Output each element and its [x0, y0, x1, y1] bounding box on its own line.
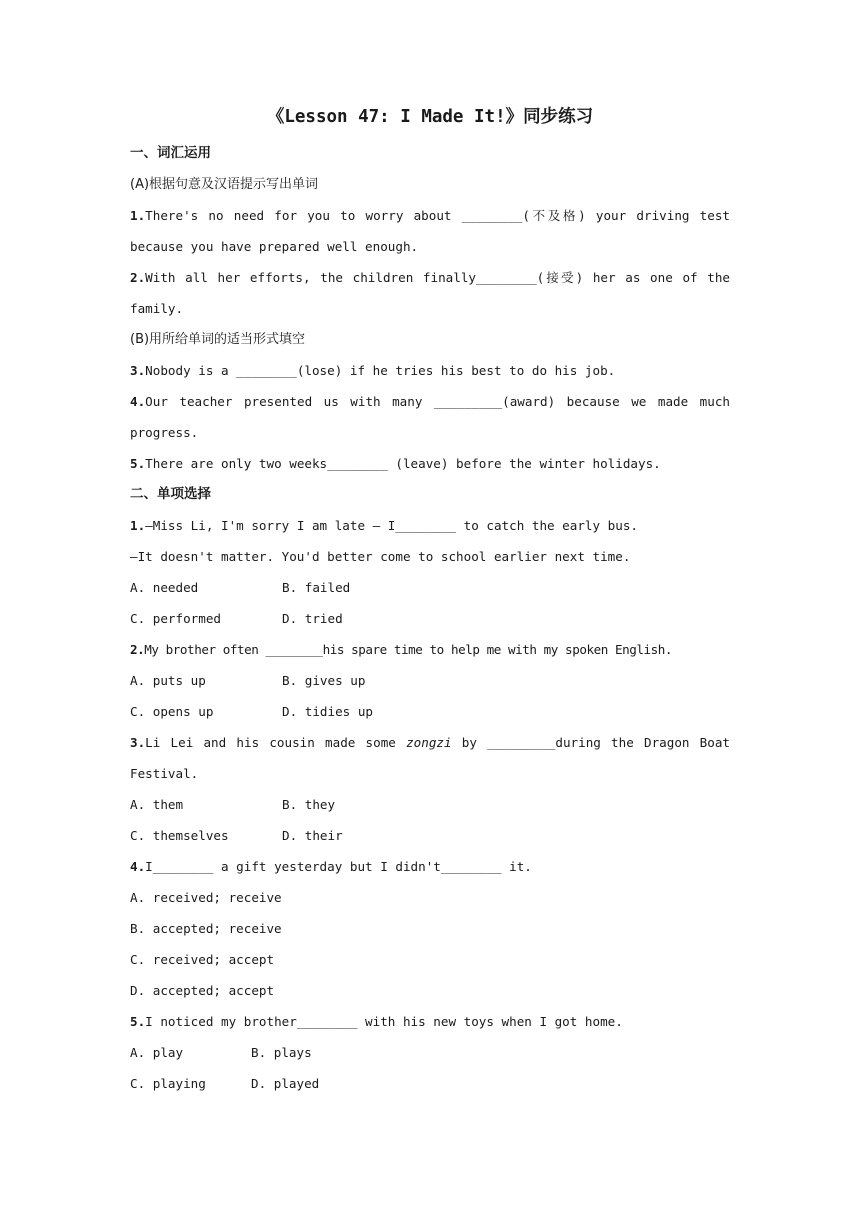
- mc-question-2-line-1: [130, 634, 730, 665]
- question-text: With all her efforts, the children finally________(接受) her as one of the: [145, 270, 730, 285]
- vocab-question-1-line-1: [130, 200, 730, 231]
- vocab-question-1-line-2: because you have prepared well enough.: [130, 239, 419, 254]
- question-text: Our teacher presented us with many _________(award) because we made much: [145, 394, 730, 409]
- mc-question-2-options-row-2: [130, 696, 730, 727]
- mc-question-2-options-row-1: [130, 665, 730, 696]
- mc-question-1-line-1: [130, 510, 730, 541]
- option-b: B. plays: [251, 1045, 312, 1060]
- question-number: 5.: [130, 1014, 146, 1029]
- mc-question-3-line-1: [130, 727, 730, 758]
- question-number: 1.: [130, 208, 146, 223]
- option-d: D. tried: [282, 611, 343, 626]
- option-a: A. them: [130, 797, 184, 812]
- mc-question-1-options-row-2: [130, 603, 730, 634]
- option-a: A. needed: [130, 580, 199, 595]
- question-text: I________ a gift yesterday but I didn't________ it.: [145, 859, 532, 874]
- vocab-question-3-line-1: [130, 355, 730, 386]
- option-d: D. their: [282, 828, 343, 843]
- option-a: A. puts up: [130, 673, 206, 688]
- option-c: C. received; accept: [130, 952, 275, 967]
- option-c: C. performed: [130, 611, 221, 626]
- part-b-instruction: (B)用所给单词的适当形式填空: [130, 332, 306, 347]
- italic-word: zongzi: [406, 735, 452, 750]
- question-number: 2.: [130, 270, 146, 285]
- mc-question-1-options-row-1: [130, 572, 730, 603]
- mc-question-4-line-1: [130, 851, 730, 882]
- question-number: 4.: [130, 859, 146, 874]
- question-text: My brother often ________his spare time to help me with my spoken English.: [144, 642, 673, 657]
- option-b: B. accepted; receive: [130, 921, 282, 936]
- option-c: C. themselves: [130, 828, 229, 843]
- option-d: D. accepted; accept: [130, 983, 275, 998]
- section-heading-vocabulary: 一、词汇运用: [130, 145, 211, 161]
- vocab-question-2-line-2: family.: [130, 301, 184, 316]
- mc-question-3-options-row-2: [130, 820, 730, 851]
- mc-question-1-line-2: —It doesn't matter. You'd better come to school earlier next time.: [130, 549, 631, 564]
- option-b: B. gives up: [282, 673, 366, 688]
- question-number: 2.: [130, 642, 145, 657]
- question-number: 3.: [130, 363, 146, 378]
- option-d: D. played: [251, 1076, 320, 1091]
- question-number: 1.: [130, 518, 146, 533]
- question-text: There are only two weeks________ (leave) before the winter holidays.: [145, 456, 661, 471]
- option-b: B. failed: [282, 580, 351, 595]
- page-title: 《Lesson 47: I Made It!》同步练习: [266, 107, 594, 127]
- question-number: 3.: [130, 735, 146, 750]
- option-c: C. playing: [130, 1076, 206, 1091]
- mc-question-5-options-row-2: [130, 1068, 730, 1099]
- mc-question-5-line-1: [130, 1006, 730, 1037]
- vocab-question-4-line-1: [130, 386, 730, 417]
- option-a: A. received; receive: [130, 890, 282, 905]
- vocab-question-4-line-2: progress.: [130, 425, 199, 440]
- question-text-post: by _________during the Dragon Boat: [451, 735, 730, 750]
- mc-question-5-options-row-1: [130, 1037, 730, 1068]
- vocab-question-2-line-1: [130, 262, 730, 293]
- section-heading-multiple-choice: 二、单项选择: [130, 486, 211, 502]
- option-b: B. they: [282, 797, 336, 812]
- mc-question-3-options-row-1: [130, 789, 730, 820]
- vocab-question-5-line-1: [130, 448, 730, 479]
- question-text: Nobody is a ________(lose) if he tries his best to do his job.: [145, 363, 616, 378]
- question-text: There's no need for you to worry about ________(不及格) your driving test: [145, 208, 730, 223]
- option-d: D. tidies up: [282, 704, 373, 719]
- part-a-instruction: (A)根据句意及汉语提示写出单词: [130, 177, 319, 192]
- option-c: C. opens up: [130, 704, 214, 719]
- question-number: 5.: [130, 456, 146, 471]
- worksheet-page: [130, 100, 730, 1099]
- question-number: 4.: [130, 394, 146, 409]
- question-text: I noticed my brother________ with his new toys when I got home.: [145, 1014, 623, 1029]
- question-text: —Miss Li, I'm sorry I am late — I________ to catch the early bus.: [145, 518, 639, 533]
- question-text-pre: Li Lei and his cousin made some: [145, 735, 407, 750]
- mc-question-3-line-2: Festival.: [130, 766, 199, 781]
- option-a: A. play: [130, 1045, 184, 1060]
